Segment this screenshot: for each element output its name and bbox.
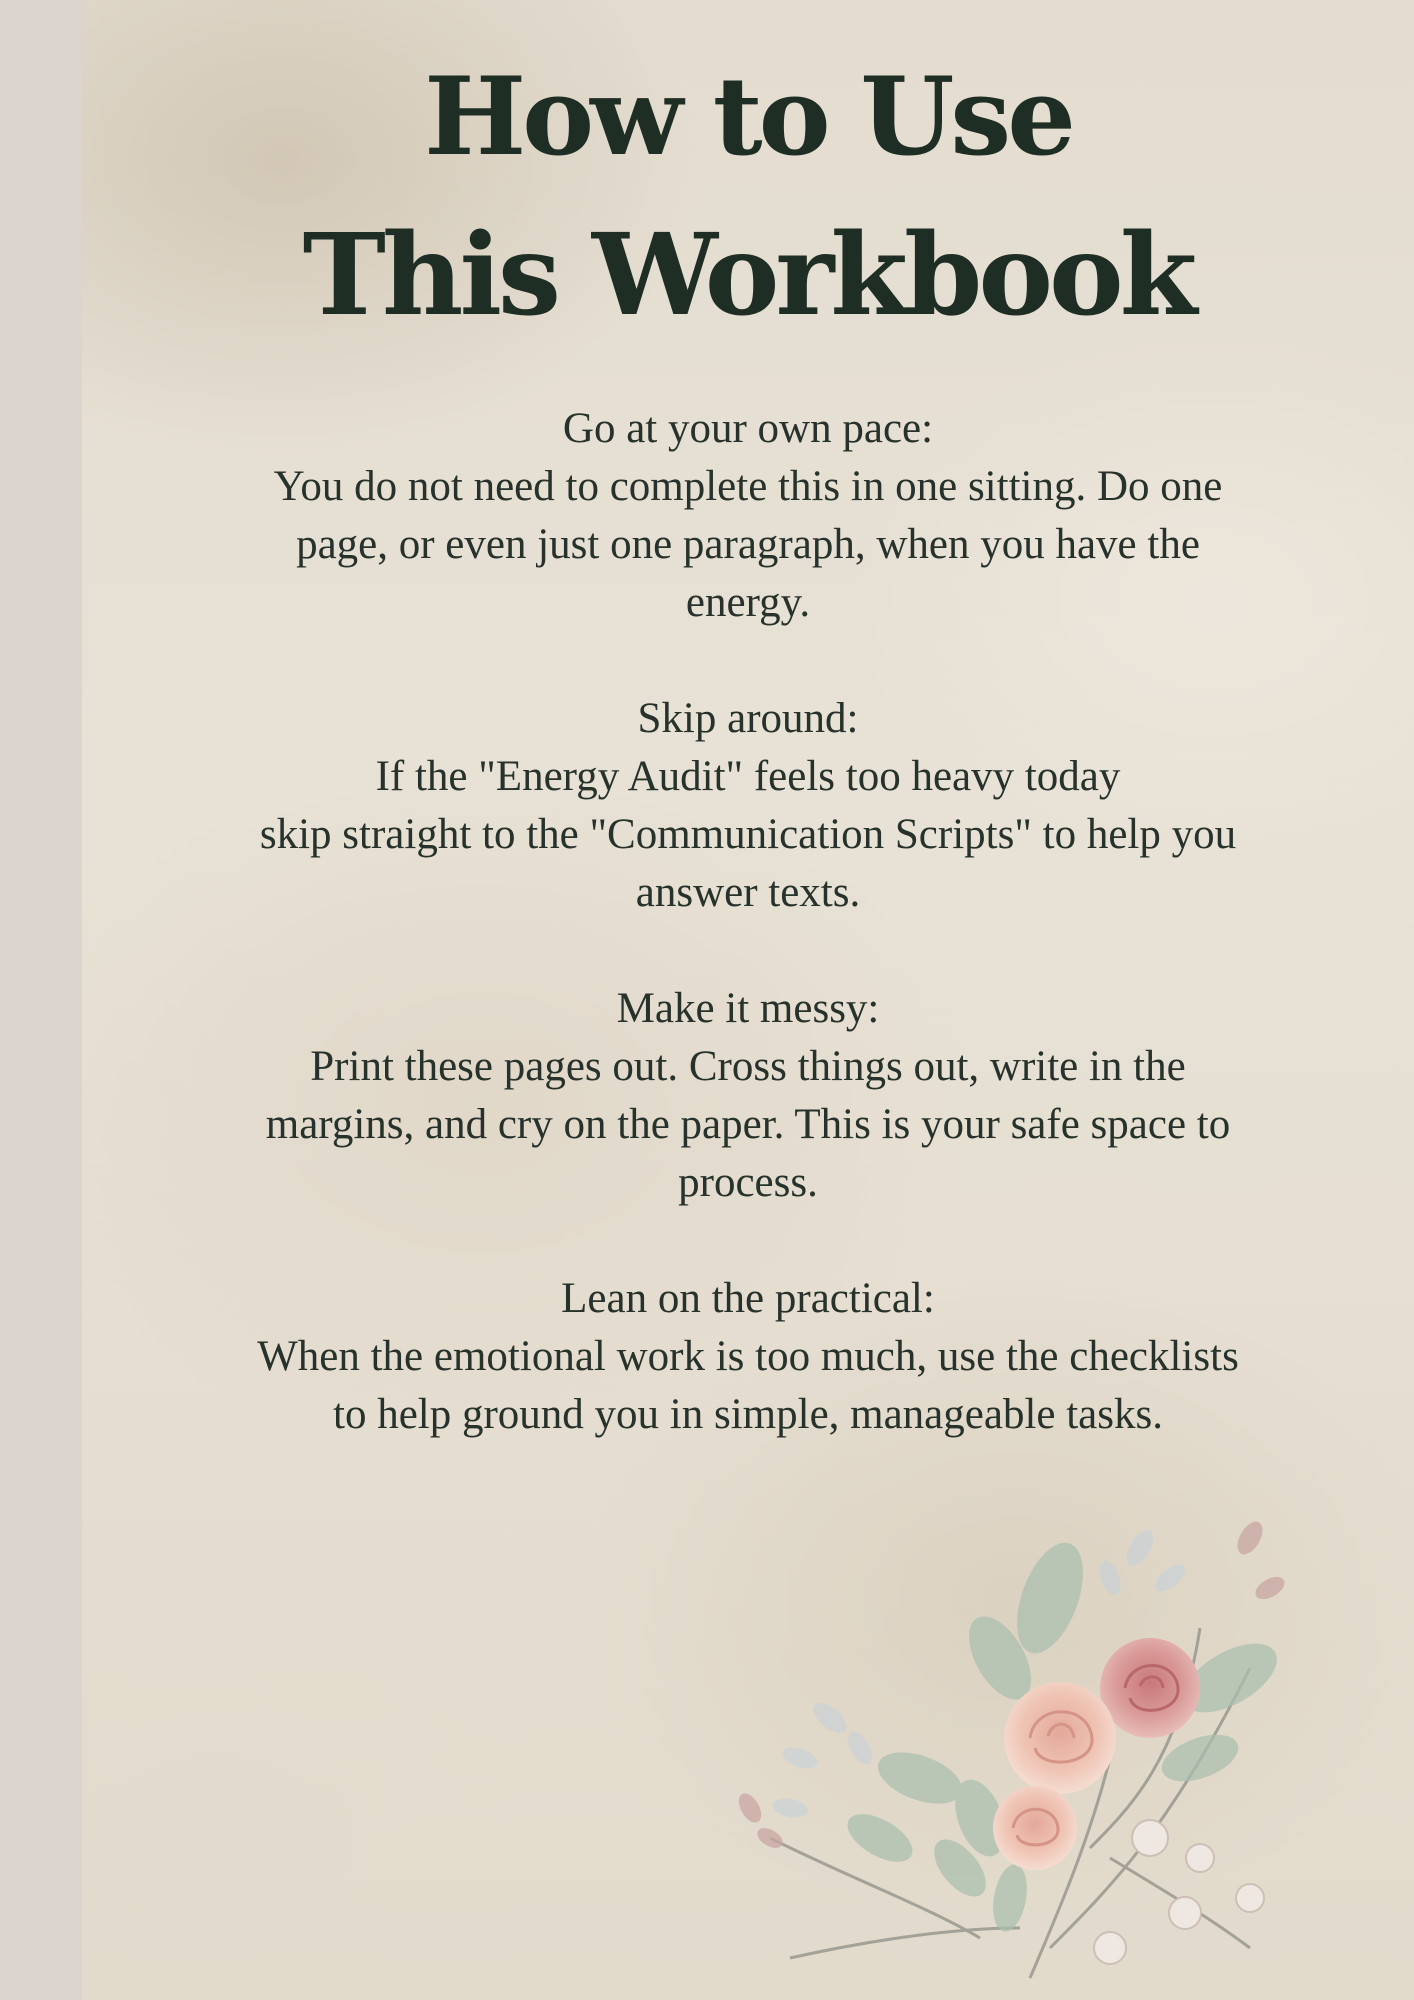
left-margin-strip xyxy=(0,0,82,2000)
page-title-line-2: This Workbook xyxy=(302,210,1194,341)
section-lean-on-practical xyxy=(82,1270,1414,1444)
section-line: Print these pages out. Cross things out, write in the xyxy=(310,1043,1186,1090)
section-make-it-messy xyxy=(82,980,1414,1212)
section-line: process. xyxy=(678,1159,818,1206)
page-title-line-1: How to Use xyxy=(424,54,1072,180)
section-line: margins, and cry on the paper. This is your safe space to xyxy=(265,1101,1231,1148)
section-line: answer texts. xyxy=(635,869,861,916)
section-heading: Skip around: xyxy=(637,695,859,742)
section-heading: Go at your own pace: xyxy=(562,405,934,452)
floral-bouquet-icon xyxy=(730,1508,1406,1988)
section-line: If the "Energy Audit" feels too heavy today xyxy=(375,753,1121,800)
section-line: When the emotional work is too much, use the checklists xyxy=(257,1333,1239,1380)
section-skip-around xyxy=(82,690,1414,922)
workbook-page xyxy=(82,0,1414,2000)
section-heading: Make it messy: xyxy=(616,985,880,1032)
section-line: skip straight to the "Communication Scripts" to help you xyxy=(259,811,1237,858)
section-line: page, or even just one paragraph, when you have the xyxy=(296,521,1200,568)
section-line: energy. xyxy=(685,579,811,626)
instructions-body xyxy=(82,400,1414,1502)
section-line: You do not need to complete this in one sitting. Do one xyxy=(273,463,1223,510)
section-own-pace xyxy=(82,400,1414,632)
section-heading: Lean on the practical: xyxy=(561,1275,935,1322)
section-line: to help ground you in simple, manageable tasks. xyxy=(333,1391,1163,1438)
